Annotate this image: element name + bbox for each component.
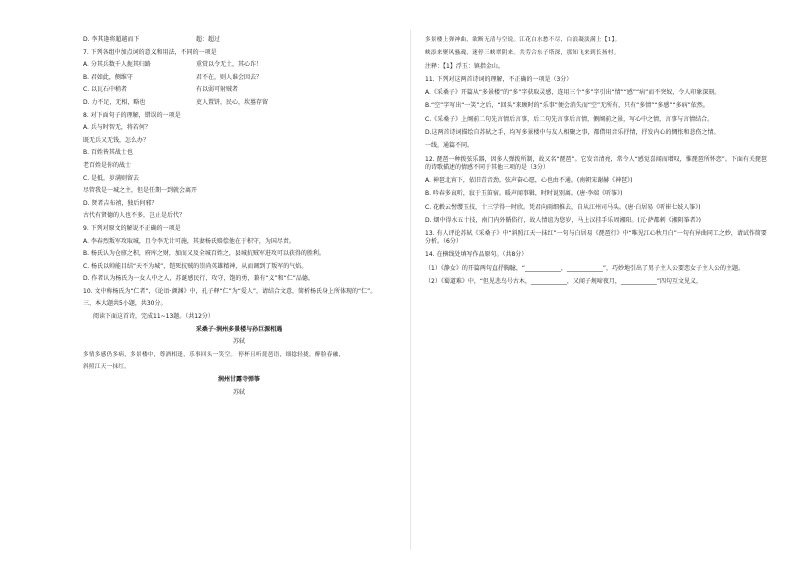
text-line: B. 吟春多哀听，寂于玉笛宿。暖声闻事辑，时时说别离。(唐·李端《听筝》): [425, 190, 623, 198]
text-line: 苏轼: [232, 338, 245, 346]
text-line: 古代有贤德的人也不多，岂止是后代？: [83, 212, 186, 220]
text-line: 多情多感仍多病，多景楼中，尊酒相逢，乐事回头一笑空。 停杯且听琵琶语，细捻轻拢，醉脸春融，: [83, 351, 345, 358]
text-line: C. 是抵，岁满则留去: [83, 174, 140, 182]
option-left: C. 以瓦石中稍者: [83, 86, 128, 94]
text-line: （2）《蜀道难》中，“但见悲鸟号古木，____________，又闻子规啼夜月，____________”四句互文见义，: [425, 278, 703, 286]
text-line: 老百姓是你的战士: [83, 161, 132, 169]
text-line: 尽管我是一城之主，但是任期一到就会离开: [83, 187, 198, 195]
text-line: A. 李春烈叛军攻取城，且令李无计可施，其妻杨氏赔偿他在于积守，为国尽责。: [83, 237, 295, 245]
text-line: B.“空”字写出“一笑”之后，“回头”来顾时的“乐事”便会消失而“空”无所有，只有“多情”“多感”“多病”依然。: [425, 102, 709, 110]
text-line: B. 百姓皆其战士也: [83, 149, 133, 157]
text-line: 三、本大题共5小题，共30分。: [83, 300, 167, 308]
text-line: 峡添来聚风骚魂，迷停三峡翠阴来。共劳合东子塔深，那知飞来到长扬村。: [425, 50, 620, 57]
text-line: 9. 下列对原文的解说不正确的一项是: [83, 224, 181, 232]
text-line: 既无兵又无钱，怎么办？: [83, 136, 150, 144]
text-line: 多景楼上弹神曲，欲断无清与空说。江花白水愁不尽，白浪凝淡满上【1】。: [425, 37, 621, 43]
text-line: 一线，通篇不同。: [425, 142, 474, 150]
option-right: 有以弱可射贼者: [196, 86, 239, 94]
text-line: [83, 36, 395, 44]
text-line: [83, 61, 395, 69]
text-line: 采桑子·润州多景楼与孙巨源相遇: [195, 325, 283, 333]
right-column: [425, 36, 768, 291]
text-line: C. 花毂云髻缨玉技，十三学得一时欣。凭君向雨细推去，自从江州司马头。(唐·白居易《听崔七妓人筝》): [425, 203, 701, 211]
option-left: B. 君如此，侧维守: [83, 73, 133, 81]
option-left: D. 力不足，无相，略也: [83, 98, 146, 106]
option-right: 重赏以令无土，其心诈！: [196, 61, 263, 69]
text-line: D. 烟中得水五十技，南门内外循俗行，故人情谊为您岁，马上汉挂手乐周湘阳。(元·萨都剌《湘阴筝者》): [425, 216, 702, 224]
text-line: 苏轼: [232, 388, 245, 396]
text-line: 润州甘露寺弹筝: [217, 376, 260, 384]
text-line: [83, 86, 395, 94]
text-line: [83, 74, 395, 82]
text-line: C.《采桑子》上阕前二句先言情后言事，后二句先言事后言情，侧阕前之景，写心中之情，言事与言情结合。: [425, 115, 714, 123]
text-line: 8. 对下面句子的理解，错误的一项是: [83, 111, 181, 119]
option-right: 吏人置饼，民心，坎墓存留: [196, 98, 269, 106]
text-line: D.这两首诗词描绘自苏轼之手，均写多景楼中与友人相聚之事，都借用音乐抒情，抒发内心的惆怅和悲伤之情。: [425, 129, 720, 137]
option-left: A. 分其兵数千人扼其归路: [83, 61, 151, 69]
text-line: 注释：【1】浮玉：镇指金山。: [425, 62, 504, 70]
text-line: A. 神琶北宵下，依旧青音劲。弦声奋心愿，心也由不通。(南朝宋谢赫《神琶》): [425, 176, 633, 184]
text-line: 7. 下列各组中加点词的意义和用法，不同的一项是: [83, 48, 217, 56]
text-line: [83, 99, 395, 107]
text-line: （1）《静女》的开篇两句直抒胸臆，“____________，____________”，巧妙地引出了男子主人公要恋女子主人公的主题。: [425, 264, 745, 272]
column-divider: [410, 30, 411, 550]
option-left: D. 李其逢将超越而下: [83, 36, 140, 43]
text-line: 阅读下面这首诗，完成11~13题。（共12分）: [93, 313, 214, 321]
text-line: 10. 文中称杨氏为“仁者”，《论语·颜渊》中，孔子释“仁”为“爱人”，请结合文意，简析杨氏身上所体现的“仁”。: [83, 287, 377, 295]
text-line: A.《采桑子》开篇从“多景楼”的“多”字获取灵感，连用三个“多”字引出“情”“感”“病”而不突奴，令人印象深刻。: [425, 89, 721, 97]
text-line: 14. 在横线处填写作品原句。（共8分）: [425, 251, 528, 259]
text-line: D. 贤者吉布禧，独后何邪？: [83, 199, 158, 207]
text-line: D. 作者认为杨氏为一女人中之人，苏诞感民行，攻守，饱的勇，兼有“义”和“仁”品德。: [83, 275, 314, 283]
option-right: 君不在，则人谁会因去？: [196, 73, 263, 81]
option-right: 超：超过: [196, 36, 221, 43]
left-column: [83, 36, 395, 401]
text-line: 12. 琵琶一种拨弦乐器，因多人弹拨所制，故又名“琵琶”。它发音清亮，常令人“感觉喜闻而增叹，惟琵琶所怀恋”。下面有关琵琶的诗歌描述的情感不同于其他三项的是（3分）: [425, 155, 767, 171]
text-line: 13. 有人评论苏轼《采桑子》中“斜照江天一抹红”一句与白居易《琵琶行》中“唯见江心秋月白”一句有异曲同工之妙，请试作简要分析。（6分）: [425, 230, 767, 246]
text-line: A. 兵与时智无，将若何？: [83, 124, 151, 132]
text-line: C. 杨氏以帅能目结“天不为城”，铠死抗贼的崇尚英雄精神，从而调到了叛军的气焰。: [83, 262, 308, 270]
text-line: 斜照江天一抹红。: [83, 364, 131, 371]
text-line: B. 杨氏认为仓廪之积，府库之财，加而又及全城百姓之，县城抗贼军进攻可以获得的胜利。: [83, 250, 325, 258]
text-line: 11. 下列对这两首诗词的理解，不正确的一项是（3分）: [425, 75, 573, 83]
